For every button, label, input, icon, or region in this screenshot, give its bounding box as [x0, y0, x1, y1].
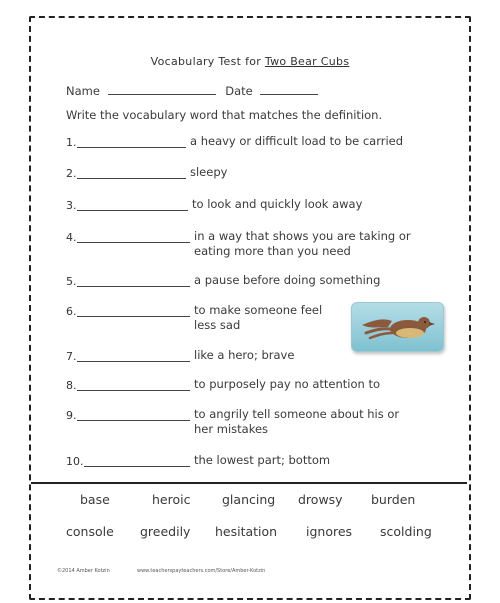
question-number: 2. [66, 167, 77, 180]
definition [190, 165, 227, 180]
answer-blank[interactable] [84, 466, 190, 467]
definition-line: to make someone feel [194, 303, 323, 317]
book-title: Two Bear Cubs [264, 55, 350, 68]
word-bank-item: console [66, 524, 114, 539]
bird-head [418, 317, 430, 329]
question-number: 8. [66, 379, 77, 392]
word-bank-item: hesitation [215, 524, 278, 539]
word-bank-item: base [80, 492, 110, 507]
word-bank-item: glancing [222, 492, 276, 507]
name-field[interactable] [108, 84, 216, 95]
date-label: Date [225, 84, 253, 98]
definition-line: to purposely pay no attention to [194, 377, 381, 391]
definition-line: like a hero; brave [194, 348, 295, 362]
word-bank-divider [31, 482, 467, 484]
definition-line-2: eating more than you need [194, 244, 351, 258]
question-number: 4. [66, 231, 77, 244]
date-field[interactable] [260, 84, 318, 95]
question-number: 6. [66, 305, 77, 318]
definition [194, 407, 399, 437]
bird-belly [396, 328, 424, 338]
bird-wing [362, 319, 392, 327]
bird-clip-art [351, 302, 444, 352]
word-bank-item: heroic [152, 492, 191, 507]
question-number: 9. [66, 409, 77, 422]
question-number: 1. [66, 136, 77, 149]
definition-line: in a way that shows you are taking or [194, 229, 411, 243]
definition [194, 303, 322, 333]
definition-line-2: her mistakes [194, 422, 269, 436]
question-number: 7. [66, 350, 77, 363]
answer-blank[interactable] [77, 316, 190, 317]
answer-blank[interactable] [77, 178, 186, 179]
instructions: Write the vocabulary word that matches the definition. [66, 108, 383, 122]
answer-blank[interactable] [77, 361, 190, 362]
definition-line: the lowest part; bottom [194, 453, 331, 467]
bird-eye [424, 321, 426, 323]
question-number: 3. [66, 199, 77, 212]
answer-blank[interactable] [77, 147, 186, 148]
name-label: Name [66, 84, 100, 98]
definition-line: to angrily tell someone about his or [194, 407, 400, 421]
definition-line-2: less sad [194, 318, 241, 332]
word-bank-item: burden [371, 492, 416, 507]
footer-copyright: ©2014 Amber Kotzin [57, 568, 110, 574]
answer-blank[interactable] [77, 420, 190, 421]
answer-blank[interactable] [77, 210, 188, 211]
definition [194, 377, 380, 392]
answer-blank[interactable] [77, 286, 190, 287]
definition [194, 229, 411, 259]
definition [192, 197, 362, 212]
word-bank-item: greedily [140, 524, 191, 539]
worksheet-title [0, 55, 500, 68]
question-number: 10. [66, 455, 84, 468]
definition [194, 453, 330, 468]
word-bank-item: drowsy [298, 492, 343, 507]
answer-blank[interactable] [77, 242, 190, 243]
definition [194, 348, 294, 363]
definition [194, 273, 380, 288]
footer-url: www.teacherspayteachers.com/Store/Amber-Kotzin [137, 568, 266, 574]
definition [190, 134, 403, 149]
bird-beak [429, 322, 435, 326]
title-prefix: Vocabulary Test for [150, 55, 262, 68]
word-bank-item: ignores [306, 524, 353, 539]
question-number: 5. [66, 275, 77, 288]
bird-feather-2 [370, 333, 392, 338]
bird-icon [352, 303, 443, 351]
word-bank-item: scolding [380, 524, 432, 539]
answer-blank[interactable] [77, 390, 190, 391]
definition-line: to look and quickly look away [192, 197, 363, 211]
name-date-line [66, 84, 318, 98]
definition-line: sleepy [190, 165, 228, 179]
definition-line: a heavy or difficult load to be carried [190, 134, 404, 148]
definition-line: a pause before doing something [194, 273, 381, 287]
